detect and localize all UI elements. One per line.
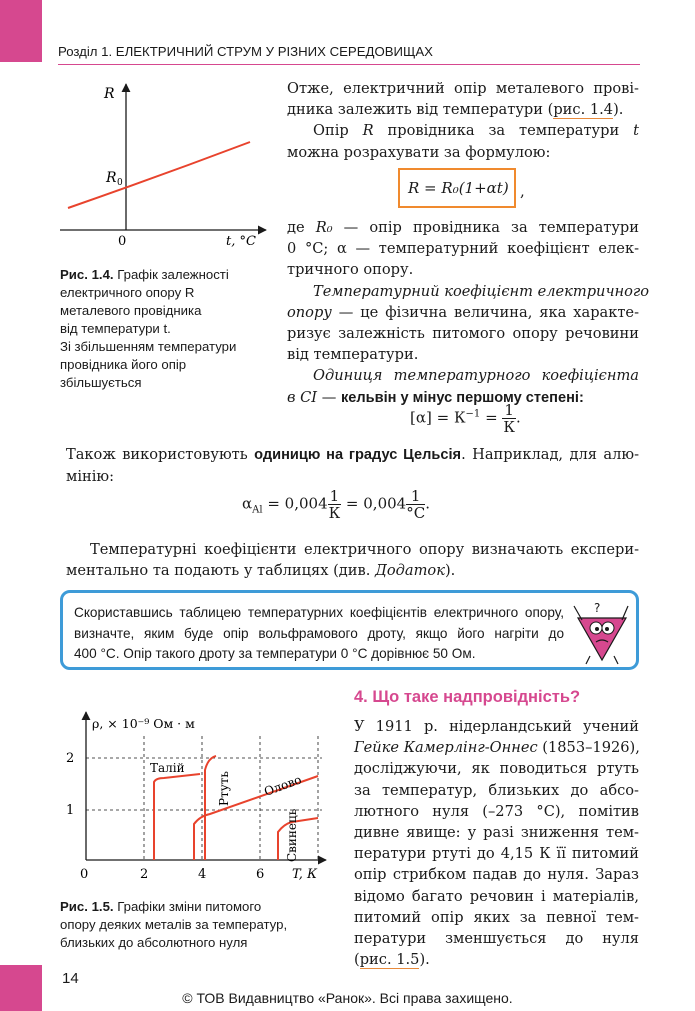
fig15-x-tick-0: 0 — [80, 867, 89, 882]
paragraph-celsius: Також використовують одиницю на градус Цельсія. Наприклад, для алю- мінію: — [66, 446, 639, 486]
header-rule — [58, 64, 640, 65]
aluminium-formula: $\alpha_{Al} = 0,004$ $\frac{1}{К}$ = 0,004 $\frac{1}{^\circ С}$ . — [242, 487, 430, 522]
figure-ref-1-5[interactable]: рис. 1.5 — [359, 951, 420, 969]
formula-text: R = R₀(1+αt) — [408, 179, 509, 197]
figure-1-4-caption: Рис. 1.4. Графік залежності електричного опору R металевого провідника від температури t. Зі збільшенням температури провідника його опір збільшується — [60, 267, 237, 390]
page-number: 14 — [62, 970, 79, 987]
paragraph-resistance-intro: Отже, електричний опір металевого прові- дника залежить від температури (рис. 1.4). Опір R провідника за температури t можна розрахувати за формулою: — [287, 80, 639, 161]
section-paragraph: У 1911 р. нідерландський учений Гейке Камерлінг-Оннес (1853–1926), досліджуючи, як поводиться ртуть за температур, близьких до абсо- лютного нуля (–273 °С), помітив дивне явище: у разі зниження тем- ператури ртуті до 4,15 К її питомий опір стрибком падав до нуля. Зараз відомо багато речовин і матеріалів, питомий опір яких за певної тем- ператури зменшується до нуля (рис. 1.5). — [354, 718, 640, 969]
fig15-y-tick-1: 1 — [66, 803, 75, 818]
section-title: 4. Що таке надпровідність? — [354, 688, 581, 706]
fig14-r0-sub: 0 — [117, 178, 123, 188]
figure-ref-1-4[interactable]: рис. 1.4 — [553, 101, 614, 119]
fig15-axis-x-label: T, К — [292, 867, 318, 882]
figure-1-4 — [60, 78, 270, 250]
formula-comma: , — [520, 182, 525, 200]
page-tab-top — [0, 0, 42, 62]
paragraph-table: Температурні коефіцієнти електричного опору визначають експери- ментально та подають у таблицях (див. Додаток). — [66, 541, 639, 580]
task-text: Скориставшись таблицею температурних коефіцієнтів електричного опору, визначте, яким буде опір вольфрамового дроту, якщо його нагріти до 400 °С. Опір такого дроту за температури 0 °С дорівнює 50 Ом. — [74, 605, 564, 661]
svg-text:?: ? — [594, 601, 601, 615]
fig15-label-mercury: Ртуть — [217, 771, 231, 806]
fig15-label-thallium: Талій — [150, 761, 185, 775]
fig14-axis-y-label: R — [104, 86, 115, 102]
chapter-header: Розділ 1. ЕЛЕКТРИЧНИЙ СТРУМ У РІЗНИХ СЕРЕДОВИЩАХ — [58, 44, 433, 59]
fig14-axis-x-label: t, °C — [226, 234, 256, 249]
fig15-x-tick-6: 6 — [256, 867, 265, 882]
fig15-x-tick-2: 2 — [140, 867, 149, 882]
fig15-curve-mercury — [205, 756, 216, 860]
copyright: © ТОВ Видавництво «Ранок». Всі права захищено. — [182, 990, 513, 1006]
fig14-curve — [68, 142, 250, 208]
figure-1-5 — [60, 706, 330, 886]
paragraph-alpha: де R₀ — опір провідника за температури 0 °С; α — температурний коефіцієнт елек- тричного опору. Температурний коефіцієнт електричного опору — це фізична величина, яка характе- ризує залежність питомого опору речовини від температури. Одиниця температурного коефіцієнта в СІ — кельвін у мінус першому степені: — [287, 219, 650, 406]
fig14-origin: 0 — [118, 234, 127, 249]
fig15-axis-y-label: ρ, × 10⁻⁹ Ом · м — [92, 716, 195, 731]
fig15-curve-tin — [194, 776, 318, 860]
fig15-x-tick-4: 4 — [198, 867, 207, 882]
thinking-character-icon — [572, 598, 632, 666]
figure-1-5-caption: Рис. 1.5. Графіки зміни питомого опору деяких металів за температур, близьких до абсолютного нуля — [60, 899, 288, 950]
fig15-y-tick-2: 2 — [66, 751, 75, 766]
fig14-r0-label: R — [106, 170, 117, 186]
alpha-unit-formula: $[\alpha] = К^{-1}$ = $\frac{1}{К}$ . — [410, 401, 521, 436]
fig15-label-tin: Олово — [262, 772, 304, 799]
fig15-label-lead: Свинець — [285, 808, 299, 862]
